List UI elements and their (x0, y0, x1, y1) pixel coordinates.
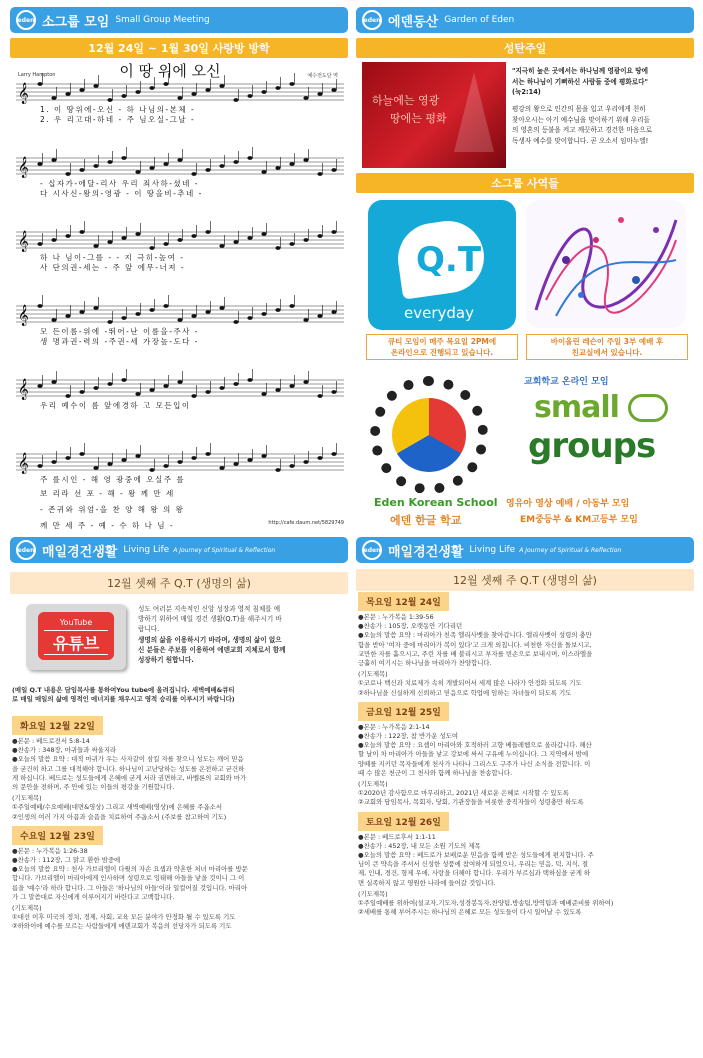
note-head (261, 232, 266, 236)
note-head (247, 458, 252, 462)
day-body (12, 847, 348, 902)
youtube-icon: YouTube 유튜브 (38, 612, 114, 660)
qt-day (12, 712, 348, 822)
note-head (37, 82, 42, 86)
treble-clef-icon: 𝄞 (18, 157, 29, 178)
note-head (79, 230, 84, 234)
note-head (135, 232, 140, 236)
living-life-header (10, 537, 348, 563)
intro-line: 방하기 위하여 매일 경건 생활(Q.T)을 해주시기 바 (138, 615, 282, 624)
intro-note-line: (매일 Q.T 내용은 담임목사를 통하여You tube에 올려집니다. 새벽예배&큐티 (12, 686, 235, 694)
sheet-music (10, 58, 348, 528)
note-head (163, 384, 168, 388)
eden-logo-icon: eden (16, 10, 36, 30)
note-head (219, 84, 224, 88)
christmas-body (512, 104, 692, 146)
note-head (135, 170, 140, 174)
prayer-item: ②인생의 여러 가지 아픔과 슬픔을 치료하여 주옵소서 (주보를 참고하여 기도) (12, 812, 227, 821)
header-title: 매일경건생활 (388, 544, 464, 560)
day-line: 게 하십니다. 베드로는 성도들에게 은혜에 굳게 서라 권면하고, 바벨론의 교회와 마가 (12, 773, 247, 782)
day-line: ●오늘의 말씀 요약 : 마리아가 친족 엘리사벳을 찾아갑니다. 엘리사벳이 성령의 충만 (358, 631, 592, 640)
day-body (358, 723, 694, 778)
online-line2: EM중등부 & KM고등부 모임 (520, 515, 638, 525)
day-line: ●본문 : 베드로전서 5:8-14 (12, 737, 90, 745)
intro-line: 신 분들은 주보를 이용하여 에덴교회 지체로서 함께 (138, 645, 286, 654)
day-line: ●찬송가 : 112장, 그 맑고 환한 밤중에 (12, 856, 121, 865)
note-head (65, 394, 70, 398)
note-head (317, 92, 322, 96)
christmas-body-line: 평강의 왕으로 인간의 몸을 입고 우리에게 친히 (512, 105, 646, 113)
prayer-notes (12, 794, 348, 822)
qt-days-right (358, 588, 694, 917)
note-head (247, 378, 252, 382)
lyric-line: 1. 이 땅위에-오신 - 하 나님의-본체 - (40, 105, 196, 114)
note-head (289, 242, 294, 246)
header-en: Living Life (469, 545, 516, 555)
note-head (149, 388, 154, 392)
cafe-url: http://cafe.daum.net/5829749 (268, 520, 344, 526)
note-head (261, 454, 266, 458)
tree-icon (454, 72, 494, 152)
qt-day (358, 588, 694, 698)
note-head (219, 244, 224, 248)
note-head (65, 314, 70, 318)
note-head (37, 304, 42, 308)
note-head (79, 168, 84, 172)
day-line: 름을 '예수'라 하라 합니다. 그 아들은 '하나님의 아들'이라 일컬어질 것입니다. 마리아 (12, 883, 248, 892)
vacation-bar: 12월 24일 ~ 1월 30일 사랑방 방학 (10, 38, 348, 58)
prayer-title: (기도제목) (358, 670, 388, 679)
note-head (247, 236, 252, 240)
note-head (275, 86, 280, 90)
day-line: 면 실족하지 않고 영원한 나라에 들어갈 것입니다. (358, 878, 496, 887)
treble-clef-icon: 𝄞 (18, 83, 29, 104)
note-head (261, 170, 266, 174)
note-head (163, 464, 168, 468)
note-head (317, 172, 322, 176)
lyric-line: 주 를시인 - 해 영 광중에 오실주 를 (40, 475, 186, 484)
note-head (93, 306, 98, 310)
note-head (233, 240, 238, 244)
note-head (317, 456, 322, 460)
note-head (275, 388, 280, 392)
note-head (261, 312, 266, 316)
christmas-body-line: 독생자 예수를 맞이합니다. 곧 오소서 임마누엘! (512, 136, 649, 145)
eden-logo-icon: eden (362, 540, 382, 560)
prayer-notes (358, 780, 694, 808)
christmas-bar: 성탄주일 (356, 38, 694, 58)
arranger: 예수전도단 역 (307, 73, 338, 79)
lyric-line: 께 만 세 주 - 예 - 수 하 나 님 - (40, 521, 175, 530)
ministry-bar: 소그룹 사역들 (356, 173, 694, 193)
note-head (149, 308, 154, 312)
staff-lines (10, 58, 348, 528)
treble-clef-icon: 𝄞 (18, 305, 29, 326)
note-head (247, 156, 252, 160)
note-head (65, 456, 70, 460)
right-column (356, 0, 694, 1058)
note-head (93, 386, 98, 390)
note-head (51, 318, 56, 322)
note-head (65, 92, 70, 96)
note-head (219, 466, 224, 470)
note-head (233, 98, 238, 102)
note-head (331, 230, 336, 234)
prayer-item: ①코로나 백신과 치료제가 속히 개발되어서 세계 많은 나라가 안정화 되도록 기도 (358, 679, 582, 688)
header-title: 매일경건생활 (42, 544, 118, 560)
left-column (10, 0, 348, 1058)
note-head (261, 392, 266, 396)
note-head (247, 94, 252, 98)
qt-caption (366, 334, 518, 360)
note-head (289, 384, 294, 388)
living-life-header (356, 537, 694, 563)
note-head (205, 390, 210, 394)
note-head (205, 310, 210, 314)
note-head (149, 166, 154, 170)
note-head (233, 320, 238, 324)
note-head (163, 304, 168, 308)
note-head (205, 168, 210, 172)
day-body (358, 833, 694, 888)
lyric-line: - 존귀와 위엄-을 찬 양 해 왕 의 왕 (40, 505, 185, 514)
school-emblem (370, 376, 488, 494)
note-head (51, 158, 56, 162)
prayer-item: ②하와이에 예수를 모르는 사람들에게 에덴교회가 복음의 선당자가 되도록 기도 (12, 922, 232, 931)
note-head (93, 244, 98, 248)
day-line: ●본문 : 누가복음 1:39-56 (358, 613, 434, 621)
note-head (177, 380, 182, 384)
day-line: ●찬송가 : 105장, 오랫동안 기다리던 (358, 622, 463, 631)
note-head (135, 90, 140, 94)
note-head (121, 316, 126, 320)
note-head (331, 168, 336, 172)
small-word: small (534, 390, 619, 425)
note-head (51, 460, 56, 464)
school-ko: 에덴 한글 학교 (390, 514, 462, 527)
note-head (317, 394, 322, 398)
day-body (358, 613, 694, 668)
note-head (177, 158, 182, 162)
small-group-header (10, 7, 348, 33)
day-line: ●오늘의 말씀 요약 : 요셉이 마리아와 호적하러 고향 베들레헴으로 올라갑니다. 해산 (358, 741, 592, 750)
note-head (93, 164, 98, 168)
lyric-line: 다 시사신-왕의-영광 - 이 땅을비-추네 - (40, 189, 203, 198)
header-en: Small Group Meeting (115, 15, 210, 25)
header-title: 소그룹 모임 (42, 14, 110, 30)
day-line: ●찬송가 : 348장, 마귀들과 싸울지라 (12, 746, 117, 755)
christmas-verse (512, 66, 692, 98)
lyric-line: 사 단의권-세는 - 주 앞 에무-너져 - (40, 263, 186, 272)
day-line: 때 수 많은 천군이 그 천사와 함께 하나님을 찬송합니다. (358, 768, 513, 777)
christmas-body-line: 의 영혼의 등불을 켜고 깨끗하고 경건한 마음으로 (512, 126, 652, 134)
note-head (65, 172, 70, 176)
day-line: ●찬송가 : 452장, 내 모든 소원 기도의 제목 (358, 841, 481, 850)
lyric-line: 모 든이름-위에 -뛰어-난 이름을-주사 - (40, 327, 199, 336)
day-body (12, 737, 348, 792)
note-head (65, 234, 70, 238)
note-head (37, 384, 42, 388)
note-head (191, 234, 196, 238)
note-head (303, 238, 308, 242)
note-head (289, 304, 294, 308)
verse-line: "지극히 높은 곳에서는 하나님께 영광이요 땅에 (512, 67, 648, 75)
note-head (317, 314, 322, 318)
taeguk-icon (392, 398, 466, 472)
caption-line: 온라인으로 진행되고 있습니다. (390, 348, 494, 357)
day-heading: 토요일 12월 26일 (358, 812, 449, 831)
prayer-item: ②교회와 담임목사, 목회자, 당회, 기관장들을 비롯한 중직자들이 성령충만 하도록 (358, 798, 584, 807)
note-head (177, 238, 182, 242)
note-head (149, 246, 154, 250)
note-head (51, 380, 56, 384)
note-head (191, 172, 196, 176)
intro-line: 성도 여러분 지속적인 신앙 성장과 영적 침체를 예 (138, 605, 281, 613)
note-head (121, 378, 126, 382)
note-head (289, 464, 294, 468)
note-head (135, 312, 140, 316)
header-title: 에덴동산 (388, 14, 439, 30)
day-line: ●오늘의 말씀 요약 : 천사 가브리엘이 다윗의 자손 요셉과 약혼한 처녀 마리아를 방문 (12, 865, 248, 874)
note-head (79, 310, 84, 314)
note-head (205, 88, 210, 92)
note-head (303, 318, 308, 322)
note-head (163, 242, 168, 246)
day-line: 님이 큰 약속을 주셔서 신성한 성품에 참여하게 되었으니, 우리는 믿음, 덕, 지식, 절 (358, 860, 589, 869)
chat-bubble-icon (628, 394, 668, 422)
intro-line: 생명의 삶을 이용하시기 바라며, 생명의 삶이 없으 (138, 635, 282, 644)
note-head (331, 390, 336, 394)
note-head (107, 320, 112, 324)
day-line: 가 그 말씀대로 자신에게 이루어지기 바란다고 고백합니다. (12, 892, 175, 901)
prayer-notes (358, 670, 694, 698)
note-head (107, 382, 112, 386)
note-head (107, 98, 112, 102)
note-head (107, 240, 112, 244)
qt-day (358, 808, 694, 918)
qt-day (358, 698, 694, 808)
treble-clef-icon: 𝄞 (18, 231, 29, 252)
music-notes-icon (526, 200, 686, 328)
day-line: 긍휼히 여기시는 하나님을 마리아가 찬양합니다. (358, 659, 492, 668)
header-sub: A Journey of Spiritual & Reflection (519, 546, 622, 554)
note-head (331, 452, 336, 456)
note-head (121, 458, 126, 462)
note-head (149, 468, 154, 472)
violin-card (526, 200, 686, 328)
caption-line: 친교실에서 있습니다. (571, 348, 643, 357)
verse-line: (눅2:14) (512, 88, 541, 96)
intro-line: 랍니다. (138, 625, 160, 634)
note-head (303, 460, 308, 464)
note-head (275, 246, 280, 250)
note-head (121, 94, 126, 98)
day-line: ●찬송가 : 122장, 참 반가운 성도여 (358, 732, 459, 741)
note-head (261, 90, 266, 94)
qt-card: Q.T everyday (368, 200, 516, 330)
note-head (331, 310, 336, 314)
composer: Larry Hampton (18, 72, 56, 78)
day-line: 교만한 자를 흩으시고, 주린 자를 배 불리시고 부자를 빈손으로 보내시며, 이스라엘을 (358, 649, 593, 658)
qt-days-left (12, 712, 348, 932)
lyric-line: - 십자가-에달-리사 우리 죄사하-셨네 - (40, 179, 199, 188)
lyric-line: 2. 우 리고대-하네 - 주 님오실-그날 - (40, 115, 196, 124)
intro-line: 성장하기 원합니다. (138, 656, 194, 665)
note-head (163, 82, 168, 86)
caption-line: 큐티 모임이 매주 목요일 2PM에 (387, 337, 497, 346)
note-head (317, 234, 322, 238)
note-head (233, 382, 238, 386)
note-head (121, 156, 126, 160)
prayer-title: (기도제목) (12, 904, 42, 913)
note-head (205, 452, 210, 456)
day-line: 함을 받아 '여자 중에 마리아가 복이 있다'고 크게 외칩니다. 비천한 자신을 돌보시고, (358, 640, 592, 649)
lyric-line: 우리 예수이 름 앞에경하 고 모든입이 (40, 401, 191, 410)
note-head (135, 392, 140, 396)
note-head (219, 164, 224, 168)
garden-header (356, 7, 694, 33)
note-head (191, 456, 196, 460)
intro-note-line: 로 매일 매일의 삶에 영적인 에너지를 채우시고 영적 승리를 이루시기 바랍니다) (12, 695, 235, 704)
lyric-line: 하 나 님이-그를 - - 지 극히-높여 - (40, 253, 185, 262)
day-line: ●본문 : 누가복음 1:26-38 (12, 846, 88, 855)
day-line: 양떼를 지키던 목자들에게 천사가 나타나 그리스도 구주가 나신 소식을 전합니다. 이 (358, 759, 591, 768)
note-head (79, 390, 84, 394)
note-head (51, 238, 56, 242)
eden-logo-icon: eden (16, 540, 36, 560)
prayer-item: ①대선 이후 미국의 정치, 경제, 사회, 교육 모든 분야가 안정화 될 수 있도록 기도 (12, 913, 236, 922)
note-head (93, 466, 98, 470)
day-line: ●오늘의 말씀 요약 : 대적 마귀가 우는 사자같이 삼킬 자를 찾으니 성도는 깨어 믿음 (12, 755, 244, 764)
note-head (135, 454, 140, 458)
school-en: Eden Korean School (374, 496, 498, 509)
note-head (275, 166, 280, 170)
note-head (37, 242, 42, 246)
day-line: 을 굳건히 하고 그를 대적해야 합니다. 하나님이 고난당하는 성도를 온전하고 굳건하 (12, 764, 245, 773)
day-line: 합니다. 가브리엘이 마리아에게 인사하며 성령으로 잉태해 아들을 낳을 것이니 그 이 (12, 874, 245, 883)
day-line: ●본문 : 누가복음 2:1-14 (358, 722, 430, 731)
day-line: ●오늘의 말씀 요약 : 베드로가 보배로운 믿음을 함께 받은 성도들에게 편지합니다. 주 (358, 851, 594, 860)
note-head (107, 160, 112, 164)
header-sub: A Journey of Spiritual & Reflection (173, 546, 276, 554)
note-head (177, 318, 182, 322)
note-head (205, 230, 210, 234)
note-head (247, 316, 252, 320)
online-line1: 영유아 영상 예배 / 아동부 모임 (506, 499, 630, 509)
note-head (177, 460, 182, 464)
day-line: 의 문안을 전하며, 주 안에 있는 이들의 평강을 기원합니다. (12, 783, 175, 792)
treble-clef-icon: 𝄞 (18, 453, 29, 474)
note-head (37, 162, 42, 166)
note-head (191, 394, 196, 398)
sheet-title: 이 땅 위에 오신 (119, 62, 221, 80)
prayer-title: (기도제목) (358, 889, 388, 898)
note-head (233, 462, 238, 466)
online-title: 교회학교 온라인 모임 (524, 377, 609, 387)
prayer-title: (기도제목) (12, 794, 42, 803)
note-head (51, 96, 56, 100)
note-head (275, 308, 280, 312)
week-bar: 12월 셋째 주 Q.T (생명의 삶) (356, 569, 694, 591)
violin-caption (526, 334, 688, 360)
note-head (303, 158, 308, 162)
header-en: Living Life (123, 545, 170, 555)
prayer-title: (기도제목) (358, 780, 388, 789)
christmas-body-line: 찾아오시는 아기 예수님을 맞이하기 위해 우리들 (512, 115, 650, 124)
qt-intro-note (12, 686, 348, 704)
header-en: Garden of Eden (444, 15, 515, 25)
note-head (289, 162, 294, 166)
prayer-item: ①2020년 감사함으로 마무리하고, 2021년 새로운 은혜로 시작할 수 있도록 (358, 789, 569, 798)
youtube-badge (26, 604, 126, 670)
note-head (233, 160, 238, 164)
prayer-notes (12, 904, 348, 932)
note-head (177, 96, 182, 100)
note-head (163, 162, 168, 166)
note-head (331, 88, 336, 92)
note-head (219, 386, 224, 390)
prayer-item: ①주일예배를 위하여(설교자,기도자,성경봉독자,찬양팀,방송팀,방역팀과 예배준비를 위하여) (358, 899, 614, 908)
day-heading: 금요일 12월 25일 (358, 702, 449, 721)
christmas-card: 하늘에는 영광 땅에는 평화 (362, 62, 506, 168)
day-heading: 화요일 12월 22일 (12, 716, 103, 735)
day-line: 할 날이 차 마리아가 아들을 낳고 강보에 싸서 구유에 누이십니다. 그 지역에서 밤에 (358, 750, 589, 759)
groups-word: groups (528, 426, 656, 466)
note-head (191, 92, 196, 96)
note-head (121, 236, 126, 240)
day-heading: 수요일 12월 23일 (12, 826, 103, 845)
prayer-item: ①주일예배/수요예배(대면&영상) 그리고 새벽예배(영상)에 은혜를 주옵소서 (12, 803, 222, 812)
note-head (289, 82, 294, 86)
note-head (149, 86, 154, 90)
prayer-item: ②하나님을 신실하게 신뢰하고 믿음으로 학업에 임하는 자녀들이 되도록 기도 (358, 688, 572, 697)
note-head (93, 84, 98, 88)
note-head (303, 96, 308, 100)
note-head (219, 306, 224, 310)
day-heading: 목요일 12월 24일 (358, 592, 449, 611)
note-head (275, 468, 280, 472)
verse-line: 서는 하나님이 기뻐하신 사람들 중에 평화로다" (512, 77, 648, 86)
note-head (107, 462, 112, 466)
day-line: ●본문 : 베드로후서 1:1-11 (358, 832, 436, 841)
caption-line: 바이올린 레슨이 주일 3부 예배 후 (550, 337, 664, 346)
qt-day (12, 822, 348, 932)
note-head (37, 464, 42, 468)
lyric-line: 생 명과권-력의 -주권-세 가장높-도다 - (40, 337, 199, 346)
week-bar: 12월 셋째 주 Q.T (생명의 삶) (10, 572, 348, 594)
prayer-notes (358, 890, 694, 918)
eden-logo-icon: eden (362, 10, 382, 30)
prayer-item: ②세배를 통해 부어주시는 하나님의 은혜로 모든 성도들이 다시 일어날 수 있도록 (358, 908, 582, 917)
lyric-line: 보 리라 선 포 - 해 - 왕 께 만 세 (40, 489, 175, 498)
note-head (303, 380, 308, 384)
treble-clef-icon: 𝄞 (18, 379, 29, 400)
note-head (79, 88, 84, 92)
note-head (191, 314, 196, 318)
day-line: 제, 인내, 경건, 형제 우애, 사랑을 더해야 합니다. 우리가 부르심과 택하심을 굳게 하 (358, 869, 591, 878)
qt-intro (138, 604, 346, 665)
note-head (79, 452, 84, 456)
